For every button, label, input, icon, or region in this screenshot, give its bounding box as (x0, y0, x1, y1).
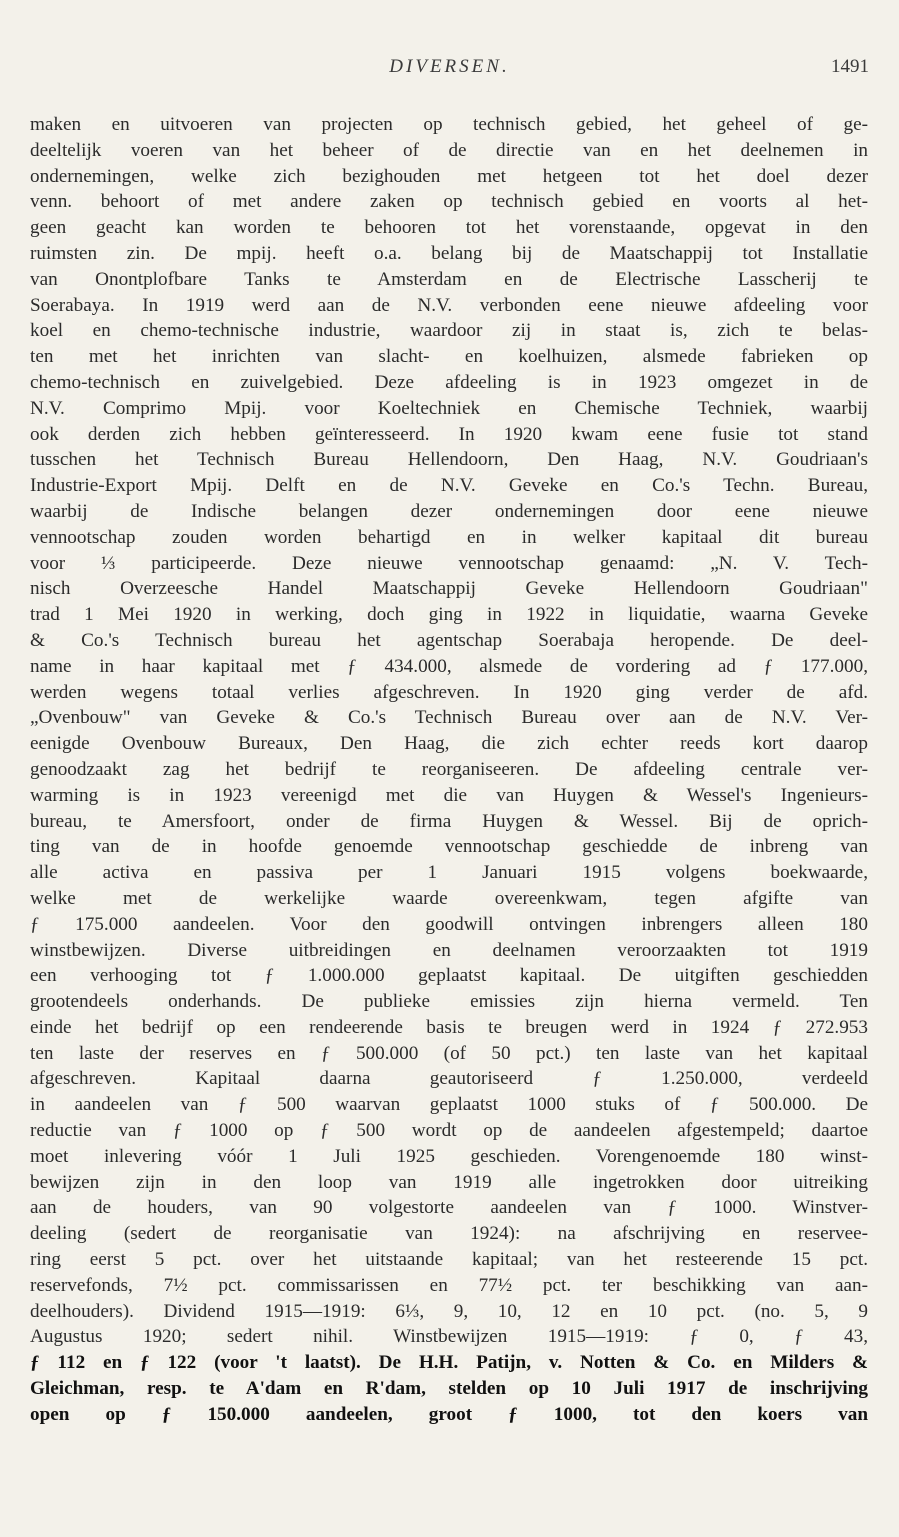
text-line: moet inlevering vóór 1 Juli 1925 geschieden. Vorengenoemde 180 winst- (30, 1145, 868, 1167)
text-line: in aandeelen van ƒ 500 waarvan geplaatst 1000 stuks of ƒ 500.000. De (30, 1094, 868, 1116)
page-header (30, 56, 869, 86)
text-line: Soerabaya. In 1919 werd aan de N.V. verbonden eene nieuwe afdeeling voor (30, 294, 868, 316)
text-line: welke met de werkelijke waarde overeenkwam, tegen afgifte van (30, 887, 868, 909)
page-number: 1491 (831, 56, 869, 77)
text-line: reservefonds, 7½ pct. commissarissen en 77½ pct. ter beschikking van aan- (30, 1274, 868, 1296)
text-line: winstbewijzen. Diverse uitbreidingen en deelnamen veroorzaakten tot 1919 (30, 939, 868, 961)
text-line: tusschen het Technisch Bureau Hellendoorn, Den Haag, N.V. Goudriaan's (30, 449, 868, 471)
text-line: bureau, te Amersfoort, onder de firma Huygen & Wessel. Bij de oprich- (30, 810, 868, 832)
text-line: ring eerst 5 pct. over het uitstaande kapitaal; van het resteerende 15 pct. (30, 1249, 868, 1271)
text-line: deelhouders). Dividend 1915—1919: 6⅓, 9, 10, 12 en 10 pct. (no. 5, 9 (30, 1300, 868, 1322)
text-line: geen geacht kan worden te behooren tot het vorenstaande, opgevat in den (30, 217, 868, 239)
text-line: & Co.'s Technisch bureau het agentschap Soerabaja heropende. De deel- (30, 629, 868, 651)
text-line: een verhooging tot ƒ 1.000.000 geplaatst kapitaal. De uitgiften geschiedden (30, 965, 868, 987)
text-line: venn. behoort of met andere zaken op technisch gebied en voorts al het- (30, 191, 868, 213)
text-line: einde het bedrijf op een rendeerende basis te breugen werd in 1924 ƒ 272.953 (30, 1016, 868, 1038)
text-line: chemo-technisch en zuivelgebied. Deze afdeeling is in 1923 omgezet in de (30, 371, 868, 393)
text-line: waarbij de Indische belangen dezer ondernemingen door eene nieuwe (30, 500, 868, 522)
text-line: ten met het inrichten van slacht- en koelhuizen, alsmede fabrieken op (30, 346, 868, 368)
text-line: grootendeels onderhands. De publieke emissies zijn hierna vermeld. Ten (30, 991, 868, 1013)
text-line: koel en chemo-technische industrie, waardoor zij in staat is, zich te belas- (30, 320, 868, 342)
text-line: ting van de in hoofde genoemde vennootschap geschiedde de inbreng van (30, 836, 868, 858)
body-text (30, 112, 868, 1428)
text-line: ondernemingen, welke zich bezighouden met hetgeen tot het doel dezer (30, 165, 868, 187)
running-title: DIVERSEN. (389, 56, 510, 77)
text-line: ruimsten zin. De mpij. heeft o.a. belang bij de Maatschappij tot Installatie (30, 242, 868, 264)
text-line: bewijzen zijn in den loop van 1919 alle ingetrokken door uitreiking (30, 1171, 868, 1193)
text-line: Industrie-Export Mpij. Delft en de N.V. Geveke en Co.'s Techn. Bureau, (30, 475, 868, 497)
text-line: afgeschreven. Kapitaal daarna geautoriseerd ƒ 1.250.000, verdeeld (30, 1068, 868, 1090)
text-line: maken en uitvoeren van projecten op technisch gebied, het geheel of ge- (30, 114, 868, 135)
text-line: N.V. Comprimo Mpij. voor Koeltechniek en Chemische Techniek, waarbij (30, 397, 868, 419)
text-line: deeltelijk voeren van het beheer of de directie van en het deelnemen in (30, 139, 868, 161)
text-line: ƒ 175.000 aandeelen. Voor den goodwill ontvingen inbrengers alleen 180 (30, 913, 868, 935)
text-line: Gleichman, resp. te A'dam en R'dam, stelden op 10 Juli 1917 de inschrijving (30, 1378, 868, 1400)
text-line: werden wegens totaal verlies afgeschreven. In 1920 ging verder de afd. (30, 681, 868, 703)
text-line: vennootschap zouden worden behartigd en in welker kapitaal dit bureau (30, 526, 868, 548)
text-line: van Onontplofbare Tanks te Amsterdam en de Electrische Lasscherij te (30, 268, 868, 290)
text-line: reductie van ƒ 1000 op ƒ 500 wordt op de aandeelen afgestempeld; daartoe (30, 1120, 868, 1142)
text-line: genoodzaakt zag het bedrijf te reorganiseeren. De afdeeling centrale ver- (30, 758, 868, 780)
text-line: trad 1 Mei 1920 in werking, doch ging in 1922 in liquidatie, waarna Geveke (30, 604, 868, 626)
text-line: alle activa en passiva per 1 Januari 1915 volgens boekwaarde, (30, 862, 868, 884)
text-line: voor ⅓ participeerde. Deze nieuwe vennootschap genaamd: „N. V. Tech- (30, 552, 868, 574)
text-line: open op ƒ 150.000 aandeelen, groot ƒ 1000, tot den koers van (30, 1403, 868, 1425)
text-line: „Ovenbouw" van Geveke & Co.'s Technisch Bureau over aan de N.V. Ver- (30, 707, 868, 729)
text-line: ƒ 112 en ƒ 122 (voor 't laatst). De H.H. Patijn, v. Notten & Co. en Milders & (30, 1352, 868, 1374)
text-line: eenigde Ovenbouw Bureaux, Den Haag, die zich echter reeds kort daarop (30, 733, 868, 755)
text-line: aan de houders, van 90 volgestorte aandeelen van ƒ 1000. Winstver- (30, 1197, 868, 1219)
text-line: deeling (sedert de reorganisatie van 1924): na afschrijving en reservee- (30, 1223, 868, 1245)
text-line: warming is in 1923 vereenigd met die van Huygen & Wessel's Ingenieurs- (30, 784, 868, 806)
text-line: ook derden zich hebben geïnteresseerd. In 1920 kwam eene fusie tot stand (30, 423, 868, 445)
text-line: ten laste der reserves en ƒ 500.000 (of 50 pct.) ten laste van het kapitaal (30, 1042, 868, 1064)
text-line: Augustus 1920; sedert nihil. Winstbewijzen 1915—1919: ƒ 0, ƒ 43, (30, 1326, 868, 1348)
text-line: name in haar kapitaal met ƒ 434.000, alsmede de vordering ad ƒ 177.000, (30, 655, 868, 677)
text-line: nisch Overzeesche Handel Maatschappij Geveke Hellendoorn Goudriaan" (30, 578, 868, 600)
